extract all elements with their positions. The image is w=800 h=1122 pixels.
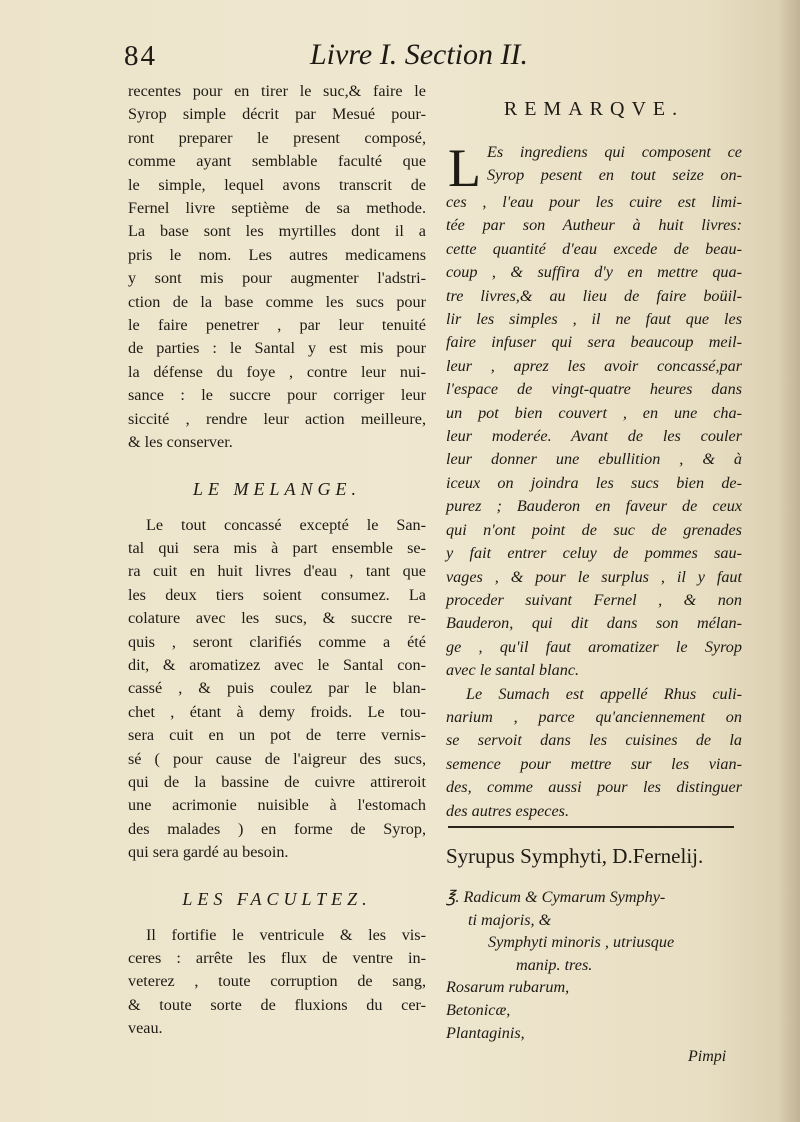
text-line: ces , l'eau pour les cuire est limi- [446,193,742,211]
running-title: Livre I. Section II. [310,38,528,71]
text-line: y sont mis pour augmenter l'adstri- [128,269,426,288]
text-line: quis , seront clarifiés comme a été [128,632,426,651]
text-line: siccité , rendre leur action meilleure, [128,409,426,428]
text-line: cassé , & puis coulez par le blan- [128,679,426,698]
text-line: des autres especes. [446,801,570,820]
drop-capital: L [448,138,481,198]
text-line: semence pour mettre sur les vian- [446,754,742,773]
text-line: qui n'ont point de suc de grenades [446,520,742,539]
text-line: une acrimonie nuisible à l'estomach [128,796,426,815]
section-rule [448,826,734,828]
page-edge-shadow [778,0,800,1122]
text-line: leur , aprez les avoir concassé,par [446,356,742,375]
text-line: les deux tiers soient consumez. La [128,585,426,604]
text-line: vages , & pour le surplus , il y faut [446,567,742,586]
text-line: narium , parce qu'anciennement on [446,707,742,726]
text-line: ra cuit en huit livres d'eau , tant que [128,562,426,581]
text-line: leur donner une ebullition , & à [446,450,742,469]
text-line: La base sont les myrtilles dont il a [128,222,426,241]
left-column [128,80,426,1041]
text-line: cette quantité d'eau excede de beau- [446,239,742,258]
text-line: leur moderée. Avant de les couler [446,427,742,446]
paragraph-sumach [446,683,742,823]
text-line: qui sera gardé au besoin. [128,843,289,862]
text-line: purez ; Bauderon en faveur de ceux [446,497,742,516]
syrup-title: Syrupus Symphyti, D.Fernelij. [446,844,704,868]
text-line: tée par son Autheur à huit livres: [446,216,742,235]
text-line: le faire penetrer , par leur tenuité [128,316,426,335]
page-number: 84 [124,40,157,72]
paragraph-melange [128,514,426,865]
text-line: colature avec les sucs, & succre re- [128,609,426,628]
recipe-line: Plantaginis, [446,1023,525,1042]
text-line: faire infuser qui sera beaucoup meil- [446,333,742,352]
text-line: Le tout concassé excepté le San- [146,515,426,534]
paragraph-facultez [128,924,426,1041]
text-line: dit, & aromatizez avec le Santal con- [128,655,426,674]
text-line: lir les simples , il ne faut que les [446,310,742,329]
text-line: avec le santal blanc. [446,661,580,680]
text-line: tal qui sera mis à part ensemble se- [128,538,426,557]
text-line: Il fortifie le ventricule & les vis- [146,925,426,944]
text-line: qui de la bassine de cuivre attireroit [128,772,426,791]
text-line: des malades ) en forme de Syrop, [128,819,426,838]
text-line: & les conserver. [128,433,233,452]
text-line: un pot bien couvert , en une cha- [446,403,742,422]
text-line: ction de la base comme les sucs pour [128,292,426,311]
text-line: pris le nom. Les autres medicamens [128,245,426,264]
text-line: coup , & suffira d'y en mettre qua- [446,263,742,282]
recipe-list [446,886,746,1044]
text-line: Bauderon, qui dit dans son mélan- [446,614,742,633]
text-line: se servoit dans les cuisines de la [446,731,742,750]
paragraph-intro [128,80,426,455]
text-line: Le Sumach est appellé Rhus culi- [466,684,742,703]
text-line: y fait entrer celuy de pommes sau- [446,544,742,563]
text-line: Fernel livre septième de sa methode. [128,199,426,218]
running-head [120,36,740,80]
text-line: sé ( pour cause de l'aigreur des sucs, [128,749,426,768]
text-line: la défense du foye , contre leur nui- [128,362,426,381]
text-line: sera cuit en un pot de terre vernis- [128,726,426,745]
heading-facultez: LES FACULTEZ. [182,888,372,909]
heading-melange: LE MELANGE. [192,478,361,499]
paragraph-remarque [446,138,742,683]
catchword: Pimpi [688,1048,727,1065]
text-line: ge , qu'il faut aromatizer le Syrop [446,637,742,656]
text-line: ceres : arrête les flux de ventre in- [128,949,426,967]
text-line: veterez , toute corruption de sang, [128,972,426,991]
right-column [446,80,742,823]
heading-remarque: REMARQVE. [503,98,685,120]
recipe-line: ti majoris, & [468,910,552,929]
text-line: proceder suivant Fernel , & non [446,590,742,609]
text-line: l'espace de vingt-quatre heures dans [446,380,742,399]
text-line: sance : le succre pour corriger leur [128,386,426,405]
recipe-line: Rosarum rubarum, [446,978,570,997]
text-line: tre livres,& au lieu de faire boüil- [446,286,742,305]
text-line: iceux on joindra les sucs bien de- [446,473,742,492]
text-line: & toute sorte de fluxions du cer- [128,995,426,1014]
text-line: le simple, lequel avons transcrit de [128,175,426,194]
text-line: veau. [128,1019,163,1038]
text-line: de parties : le Santal y est mis pour [128,339,426,358]
text-line: Syrop pesent en tout seize on- [487,166,742,185]
recipe-line: Symphyti minoris , utriusque [488,933,675,952]
text-line: comme ayant semblable faculté que [128,152,426,171]
text-line: chet , étant à demy froids. Le tou- [128,702,426,721]
recipe-line: ℥. Radicum & Cymarum Symphy- [446,888,666,906]
text-line: recentes pour en tirer le suc,& faire le [128,82,426,100]
recipe-line: Betonicæ, [446,1000,511,1019]
text-line: ront preparer le present composé, [128,128,426,147]
text-line: Es ingrediens qui composent ce [487,143,742,161]
text-line: des, comme aussi pour les distinguer [446,778,742,797]
text-line: Syrop simple décrit par Mesué pour- [128,105,426,124]
recipe-line: manip. tres. [516,955,593,974]
